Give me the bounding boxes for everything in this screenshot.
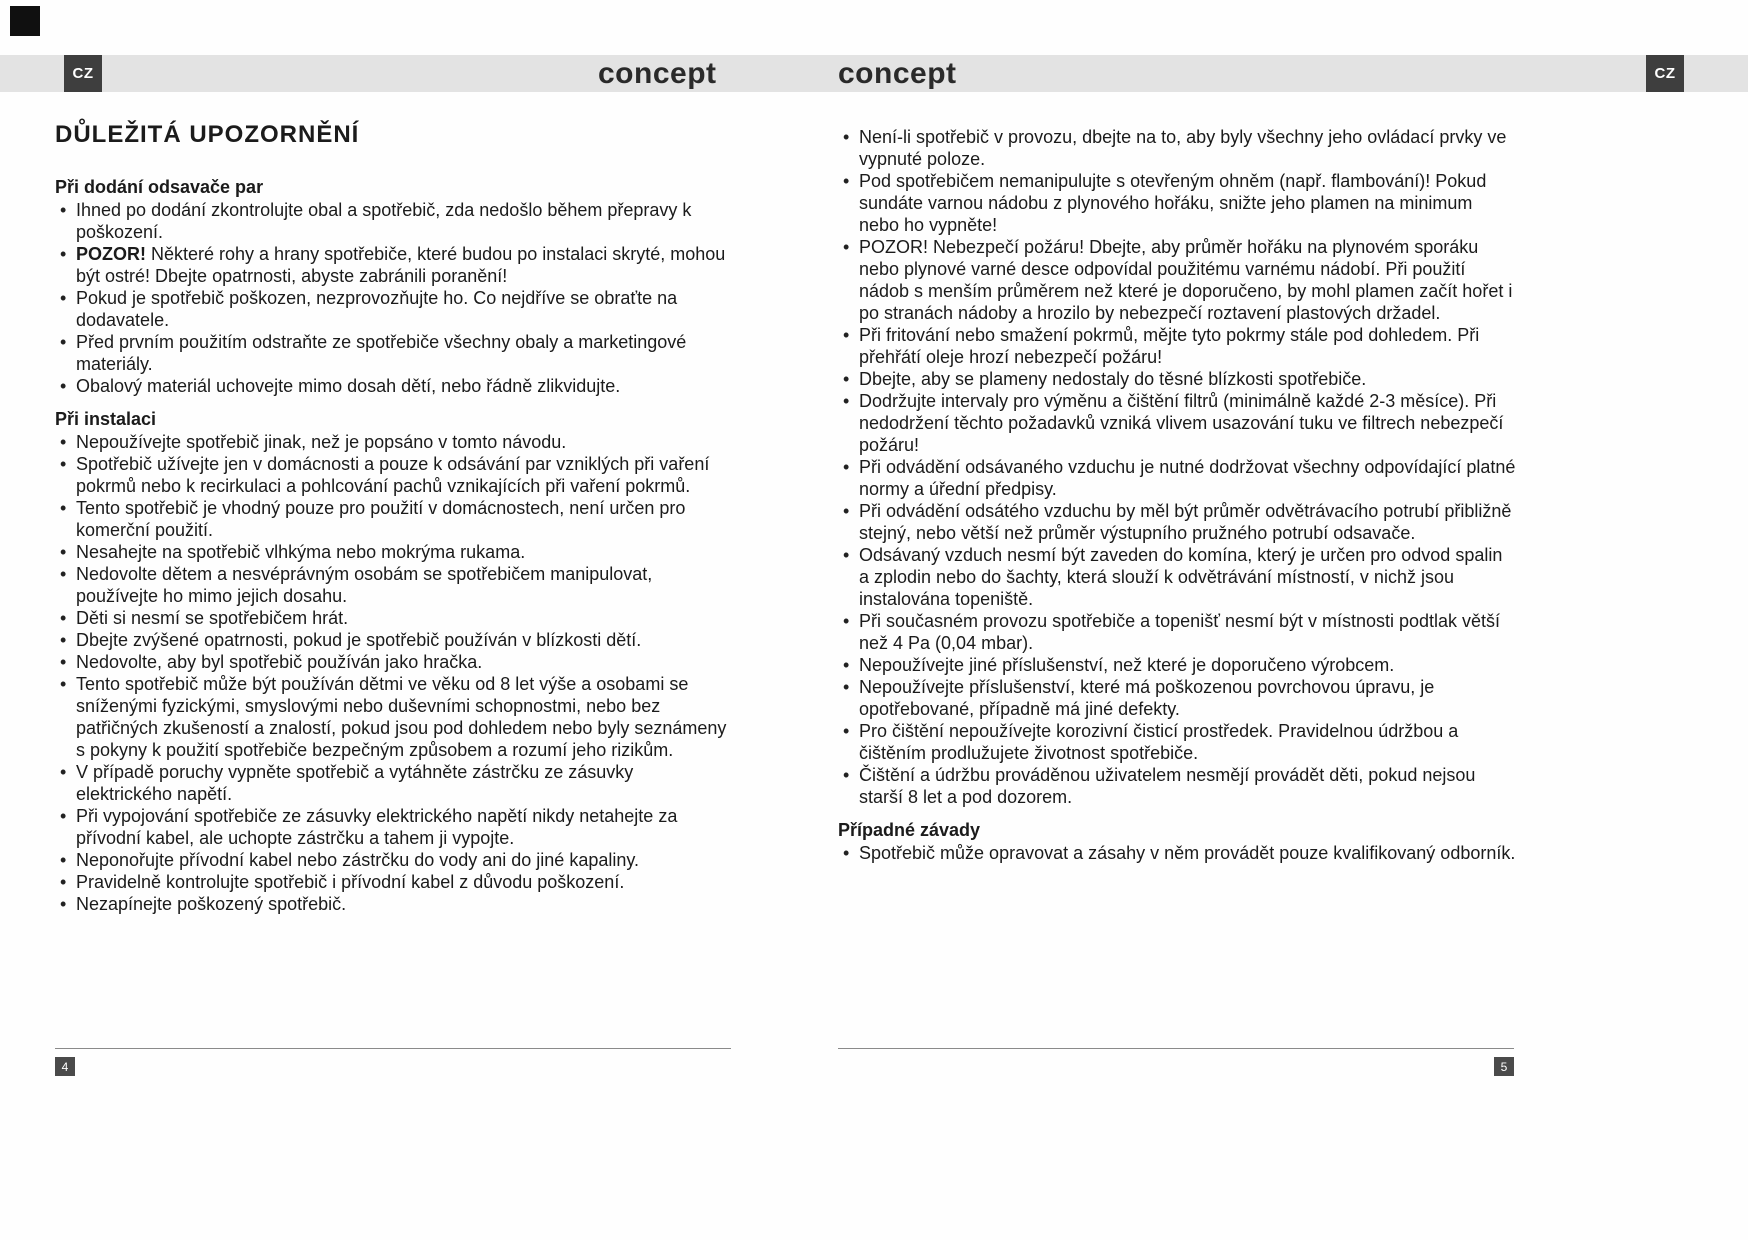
bullet-item: • Pokud je spotřebič poškozen, nezprovozňujte ho. Co nejdříve se obraťte na dodavatele. xyxy=(55,287,733,331)
brand-logo-right: concept xyxy=(838,56,957,90)
bullet-item: • Pro čištění nepoužívejte korozivní čisticí prostředek. Pravidelnou údržbou a čištěním prodlužujete životnost spotřebiče. xyxy=(838,720,1516,764)
brand-logo-left: concept xyxy=(598,56,717,90)
section-heading: Případné závady xyxy=(838,820,981,840)
bullet-item: • Dbejte zvýšené opatrnosti, pokud je spotřebič používán v blízkosti dětí. xyxy=(55,629,733,651)
bullet-item: • Při fritování nebo smažení pokrmů, mějte tyto pokrmy stále pod dohledem. Při přehřátí oleje hrozí nebezpečí požáru! xyxy=(838,324,1516,368)
bullet-item: • Spotřebič užívejte jen v domácnosti a pouze k odsávání par vzniklých při vaření pokrmů nebo k recirkulaci a pohlcování pachů vznikajících při vaření pokrmů. xyxy=(55,453,733,497)
bullet-item: • V případě poruchy vypněte spotřebič a vytáhněte zástrčku ze zásuvky elektrického napětí. xyxy=(55,761,733,805)
bullet-item: • Děti si nesmí se spotřebičem hrát. xyxy=(55,607,733,629)
bullet-item: • Pod spotřebičem nemanipulujte s otevřeným ohněm (např. flambování)! Pokud sundáte varnou nádobu z plynového hořáku, snižte jeho plamen na minimum nebo ho vypněte! xyxy=(838,170,1516,236)
bullet-item: • Při vypojování spotřebiče ze zásuvky elektrického napětí nikdy netahejte za přívodní kabel, ale uchopte zástrčku a tahem ji vypojte. xyxy=(55,805,733,849)
header-band xyxy=(0,55,1748,92)
section-heading: Při instalaci xyxy=(55,409,157,429)
left-page-content xyxy=(55,122,733,915)
left-page-sections xyxy=(55,176,733,915)
bullet-item: • Při odvádění odsávaného vzduchu je nutné dodržovat všechny odpovídající platné normy a úřední předpisy. xyxy=(838,456,1516,500)
bullet-list xyxy=(838,842,1516,864)
bullet-item: • POZOR! Některé rohy a hrany spotřebiče, které budou po instalaci skryté, mohou být ostré! Dbejte opatrnosti, abyste zabránili poranění! xyxy=(55,243,733,287)
right-page-sections xyxy=(838,126,1516,864)
right-page-content xyxy=(838,126,1516,864)
language-tag-left: CZ xyxy=(64,55,102,92)
bullet-item: • Při současném provozu spotřebiče a topenišť nesmí být v místnosti podtlak větší než 4 Pa (0,04 mbar). xyxy=(838,610,1516,654)
bullet-item: • Ihned po dodání zkontrolujte obal a spotřebič, zda nedošlo během přepravy k poškození. xyxy=(55,199,733,243)
page-title: DŮLEŽITÁ UPOZORNĚNÍ xyxy=(55,121,360,148)
bullet-item: • POZOR! Nebezpečí požáru! Dbejte, aby průměr hořáku na plynovém sporáku nebo plynové varné desce odpovídal použitému varnému nádobí. Při použití nádob s menším průměrem než které je doporučeno, by mohl plamen začít hořet i po stranách nádoby a hrozilo by nebezpečí roztavení plastových držadel. xyxy=(838,236,1516,324)
bullet-item: • Tento spotřebič je vhodný pouze pro použití v domácnostech, není určen pro komerční použití. xyxy=(55,497,733,541)
bullet-item: • Při odvádění odsátého vzduchu by měl být průměr odvětrávacího potrubí přibližně stejný, nebo větší než průměr výstupního pružného potrubí odsavače. xyxy=(838,500,1516,544)
bullet-item: • Tento spotřebič může být používán dětmi ve věku od 8 let výše a osobami se sníženými fyzickými, smyslovými nebo duševními schopnostmi, nebo bez patřičných zkušeností a znalostí, pokud jsou pod dohledem nebo byly seznámeny s pokyny k použití spotřebiče bezpečným způsobem a rozumí jeho rizikům. xyxy=(55,673,733,761)
section-heading: Při dodání odsavače par xyxy=(55,177,264,197)
bullet-item: • Před prvním použitím odstraňte ze spotřebiče všechny obaly a marketingové materiály. xyxy=(55,331,733,375)
bullet-item: • Dodržujte intervaly pro výměnu a čištění filtrů (minimálně každé 2-3 měsíce). Při nedodržení těchto požadavků vzniká vlivem usazování tuku ve filtrech nebezpečí požáru! xyxy=(838,390,1516,456)
page-number-right: 5 xyxy=(1494,1057,1514,1076)
bullet-item: • Nezapínejte poškozený spotřebič. xyxy=(55,893,733,915)
bullet-item: • Nepoužívejte spotřebič jinak, než je popsáno v tomto návodu. xyxy=(55,431,733,453)
bullet-item: • Obalový materiál uchovejte mimo dosah dětí, nebo řádně zlikvidujte. xyxy=(55,375,733,397)
page-number-left: 4 xyxy=(55,1057,75,1076)
footer-rule-right xyxy=(838,1048,1514,1049)
bullet-item: • Dbejte, aby se plameny nedostaly do těsné blízkosti spotřebiče. xyxy=(838,368,1516,390)
bullet-item: • Nesahejte na spotřebič vlhkýma nebo mokrýma rukama. xyxy=(55,541,733,563)
bullet-item: • Pravidelně kontrolujte spotřebič i přívodní kabel z důvodu poškození. xyxy=(55,871,733,893)
corner-mark xyxy=(10,6,40,36)
language-tag-right: CZ xyxy=(1646,55,1684,92)
bullet-item: • Nepoužívejte jiné příslušenství, než které je doporučeno výrobcem. xyxy=(838,654,1516,676)
bullet-list xyxy=(838,126,1516,808)
bullet-item: • Nepoužívejte příslušenství, které má poškozenou povrchovou úpravu, je opotřebované, případně má jiné defekty. xyxy=(838,676,1516,720)
bullet-item: • Odsávaný vzduch nesmí být zaveden do komína, který je určen pro odvod spalin a zplodin nebo do šachty, která slouží k odvětrávání místností, v nichž jsou instalována topeniště. xyxy=(838,544,1516,610)
bullet-item: • Nedovolte, aby byl spotřebič používán jako hračka. xyxy=(55,651,733,673)
bullet-item: • Není-li spotřebič v provozu, dbejte na to, aby byly všechny jeho ovládací prvky ve vypnuté poloze. xyxy=(838,126,1516,170)
bullet-item: • Nedovolte dětem a nesvéprávným osobám se spotřebičem manipulovat, používejte ho mimo jejich dosahu. xyxy=(55,563,733,607)
bullet-item: • Čištění a údržbu prováděnou uživatelem nesmějí provádět děti, pokud nejsou starší 8 let a pod dozorem. xyxy=(838,764,1516,808)
bullet-list xyxy=(55,431,733,915)
bullet-item: • Neponořujte přívodní kabel nebo zástrčku do vody ani do jiné kapaliny. xyxy=(55,849,733,871)
bullet-list xyxy=(55,199,733,397)
bullet-item: • Spotřebič může opravovat a zásahy v něm provádět pouze kvalifikovaný odborník. xyxy=(838,842,1516,864)
footer-rule-left xyxy=(55,1048,731,1049)
